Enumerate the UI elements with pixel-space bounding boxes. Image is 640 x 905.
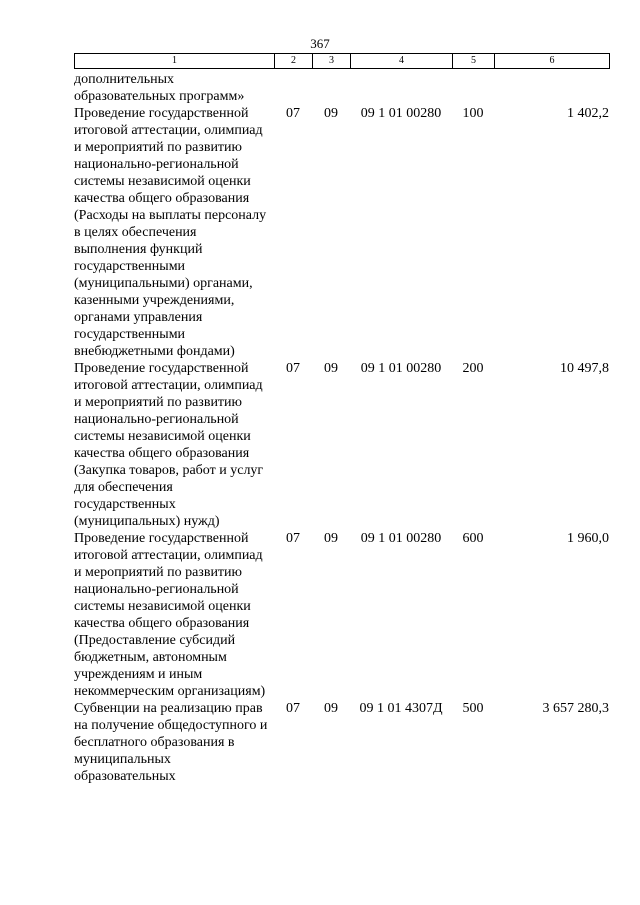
row-target-article: 09 1 01 4307Д <box>359 701 443 716</box>
table-row <box>74 105 609 360</box>
row-amount: 3 657 280,3 <box>542 701 609 716</box>
header-col-2: 2 <box>275 54 313 69</box>
row-expense-type <box>452 71 494 105</box>
row-target-article <box>350 71 452 105</box>
row-expense-type: 500 <box>462 701 484 716</box>
row-subsection: 09 <box>324 701 338 716</box>
header-col-4: 4 <box>351 54 453 69</box>
row-subsection <box>312 71 350 105</box>
table-row <box>74 530 609 700</box>
row-name: Субвенции на реализацию прав на получение общедоступного и бесплатного образования в муниципальных образовательных <box>74 701 268 784</box>
header-row <box>75 54 610 69</box>
header-col-3: 3 <box>313 54 351 69</box>
row-name: Проведение государственной итоговой аттестации, олимпиад и мероприятий по развитию национально-региональной системы независимой оценки качества общего образования (Закупка товаров, работ и услуг для обеспечения государственных (муниципальных) нужд) <box>74 361 264 529</box>
column-number-header <box>74 53 610 69</box>
table-row <box>74 360 609 530</box>
row-amount: 1 402,2 <box>567 106 609 121</box>
row-expense-type: 200 <box>462 361 484 376</box>
row-target-article: 09 1 01 00280 <box>360 531 442 546</box>
row-amount: 1 960,0 <box>567 531 609 546</box>
row-amount: 10 497,8 <box>560 361 609 376</box>
header-col-1: 1 <box>75 54 275 69</box>
page-number: 367 <box>310 36 330 51</box>
row-name: дополнительных образовательных программ» <box>74 72 245 104</box>
row-section: 07 <box>286 361 300 376</box>
row-section: 07 <box>286 531 300 546</box>
row-name: Проведение государственной итоговой аттестации, олимпиад и мероприятий по развитию национально-региональной системы независимой оценки качества общего образования (Предоставление субсидий бюджетным, автономным учреждениям и иным некоммерческим организациям) <box>74 531 266 699</box>
header-col-6: 6 <box>495 54 610 69</box>
row-name: Проведение государственной итоговой аттестации, олимпиад и мероприятий по развитию национально-региональной системы независимой оценки качества общего образования (Расходы на выплаты персоналу в целях обеспечения выполнения функций государственными (муниципальными) органами, казенными учреждениями, органами управления государственными внебюджетными фондами) <box>74 106 267 359</box>
row-subsection: 09 <box>324 106 338 121</box>
row-target-article: 09 1 01 00280 <box>360 106 442 121</box>
table-row <box>74 700 609 785</box>
table-row <box>74 71 609 105</box>
budget-table <box>74 71 609 785</box>
header-col-5: 5 <box>453 54 495 69</box>
row-section: 07 <box>286 701 300 716</box>
row-amount <box>494 71 609 105</box>
row-subsection: 09 <box>324 531 338 546</box>
row-section <box>274 71 312 105</box>
row-subsection: 09 <box>324 361 338 376</box>
row-target-article: 09 1 01 00280 <box>360 361 442 376</box>
row-expense-type: 600 <box>462 531 484 546</box>
row-expense-type: 100 <box>462 106 484 121</box>
row-section: 07 <box>286 106 300 121</box>
